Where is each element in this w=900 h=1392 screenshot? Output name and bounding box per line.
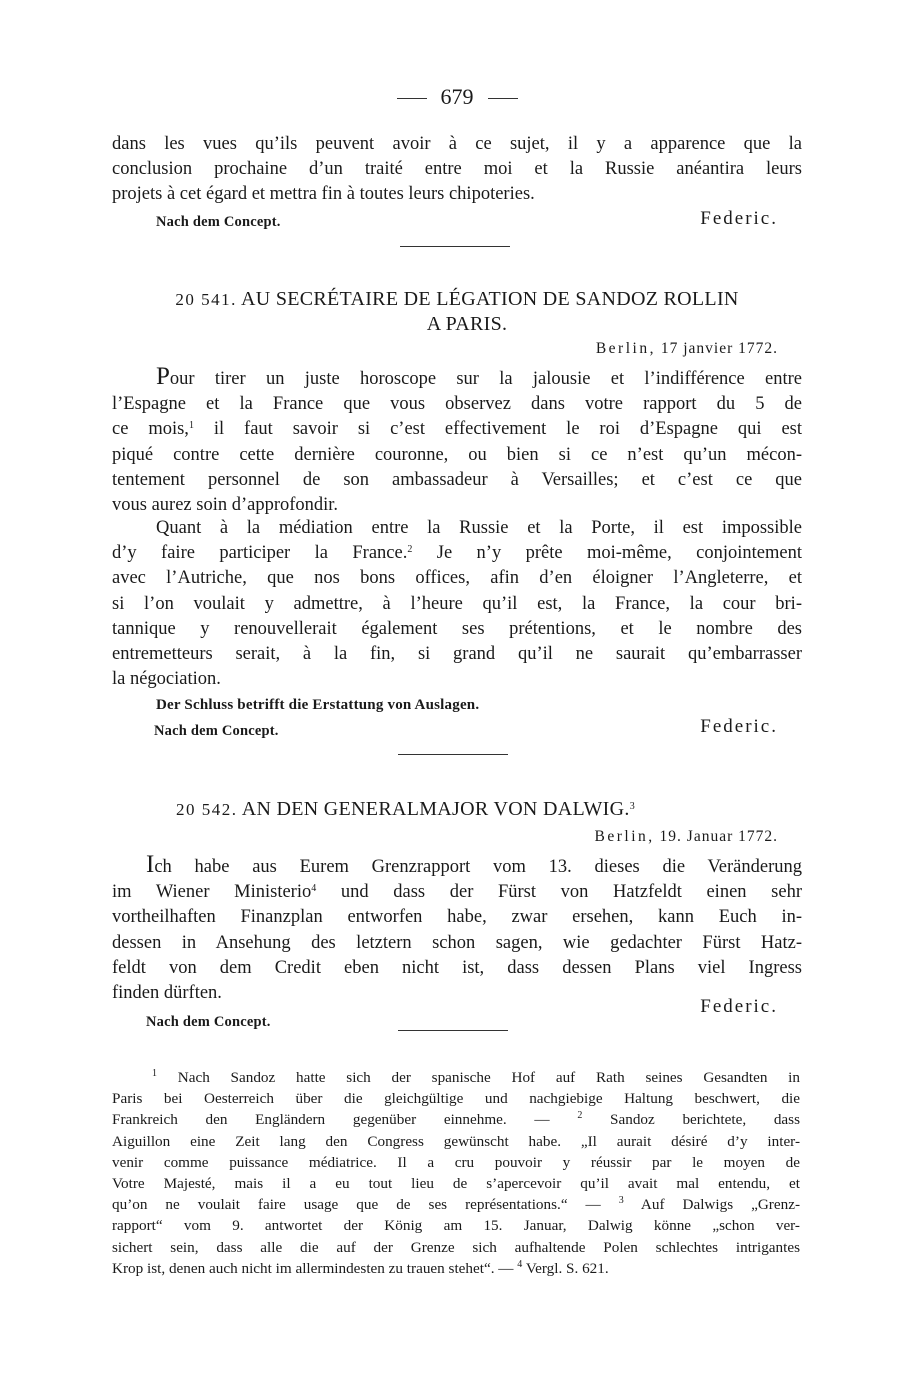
signature: Federic. xyxy=(700,996,778,1017)
dateline: Berlin, 19. Januar 1772. xyxy=(594,828,778,845)
letter-heading: 20 541. AU SECRÉTAIRE DE LÉGATION DE SANDOZ ROLLIN xyxy=(175,288,739,310)
archival-remark: Der Schluss betrifft die Erstattung von Auslagen. xyxy=(156,697,480,713)
source-note: Nach dem Concept. xyxy=(146,1014,271,1030)
letter-paragraph: Ich habe aus Eurem Grenzrapport vom 13. dieses die Veränderung im Wiener Ministerio$^4$ und dass der Fürst von Hatzfeldt einen sehr vortheilhaften Finanzplan entworfen habe, zwar ersehen, kann Euch in- dessen in Ansehung des letztern schon sagen, wie gedachter Fürst Hatz- feldt von dem Credit eben nicht ist, dass dessen Plans viel Ingress finden dürften. xyxy=(112,851,802,1004)
page-number-dash-right xyxy=(488,98,518,99)
page-number: 679 xyxy=(112,84,802,110)
page-number-dash-left xyxy=(397,98,427,99)
dateline: Berlin, 17 janvier 1772. xyxy=(595,340,778,357)
footnote-ref: 3 xyxy=(629,801,635,812)
letter-heading-line2: A PARIS. xyxy=(426,313,508,335)
source-note: Nach dem Concept. xyxy=(154,723,279,739)
source-note: Nach dem Concept. xyxy=(156,214,281,230)
footnotes: $^1$ Nach Sandoz hatte sich der spanische Hof auf Rath seines Gesandten in Paris bei Oesterreich über die gleichgültige und nachgiebige Haltung beschwert, die Frankreich den Engländern gegenüber einnehme. — $^2$ Sandoz berichtete, dass Aiguillon eine Zeit lang den Congress gewünscht habe. „Il aurait désiré d’y inter- venir comme puissance médiatrice. Il a cru pouvoir y réussir par le moyen de Votre Majesté, mais il a eu tout lieu de s’apercevoir qu’il avait mal entendu, et qu’on ne voulait faire usage que de ses représentations.“ — $^3$ Auf Dalwigs „Grenz- rapport“ vom 9. antwortet der König am 15. Januar, Dalwig könne „schon ver- sichert sein, dass alle die auf der Grenze sich aufhaltende Polen schlechtes intrigantes Krop ist, denen auch nicht im allermindesten zu trauen stehet“. — $^4$ Vergl. S. 621. xyxy=(112,1068,801,1277)
footnote-separator xyxy=(398,1030,508,1031)
footnote-ref: 2 xyxy=(407,544,413,556)
signature: Federic. xyxy=(700,208,778,229)
section-divider xyxy=(400,246,510,247)
letter-paragraph-1: Pour tirer un juste horoscope sur la jalousie et l’indifférence entre l’Espagne et la France que vous observez dans votre rapport du 5 de ce mois,$^1$ il faut savoir si c’est effectivement le roi d’Espagne qui est piqué contre cette dernière couronne, ou bien si ce n’est qu’un mécon- tentement personnel de son ambassadeur à Versailles; et c’est ce que vous aurez soin d’approfondir. xyxy=(112,363,802,516)
letter-heading: 20 542. AN DEN GENERALMAJOR VON DALWIG.$^3$ xyxy=(176,798,635,820)
footnote-ref: 1 xyxy=(188,420,194,432)
intro-paragraph: dans les vues qu’ils peuvent avoir à ce sujet, il y a apparence que la conclusion prochaine d’un traité entre moi et la Russie anéantira leurs projets à cet égard et mettra fin à toutes leurs chipoteries. xyxy=(112,134,802,205)
footnote-ref: 4 xyxy=(311,883,317,895)
section-divider xyxy=(398,754,508,755)
letter-paragraph-2: Quant à la médiation entre la Russie et la Porte, il est impossible d’y faire participer la France.$^2$ Je n’y prête moi-même, conjointement avec l’Autriche, que nos bons offices, afin d’en éloigner l’Angleterre, et si l’on voulait y admettre, à l’heure qu’il est, la France, la cour bri- tannique y renouvellerait également ses prétentions, et le nombre des entremetteurs serait, à la fin, si grand qu’il ne saurait qu’embarrasser la négociation. xyxy=(112,518,802,690)
signature: Federic. xyxy=(700,716,778,737)
